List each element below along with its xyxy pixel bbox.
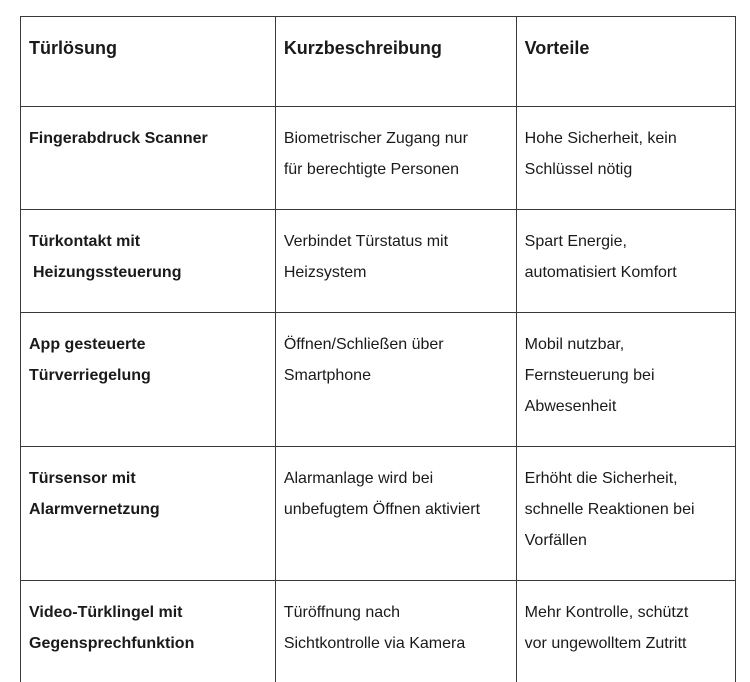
advantages-cell: [516, 447, 735, 581]
advantages-text: Hohe Sicherheit, kein: [524, 130, 677, 147]
solution-text: App gesteuerte: [29, 336, 146, 353]
header-description: Kurzbeschreibung: [275, 17, 516, 107]
advantages-text: Erhöht die Sicherheit,: [524, 470, 678, 487]
advantages-text: vor ungewolltem Zutritt: [524, 635, 687, 652]
solution-cell: [21, 210, 276, 313]
description-text: Öffnen/Schließen über: [283, 336, 444, 353]
header-solution: Türlösung: [21, 17, 276, 107]
advantages-text: Spart Energie,: [524, 233, 627, 250]
table-row: [21, 210, 736, 313]
advantages-text: Mobil nutzbar,: [524, 336, 625, 353]
description-text: Türöffnung nach: [283, 604, 401, 621]
solution-text: Türsensor mit: [29, 470, 136, 487]
description-cell: [275, 581, 516, 682]
description-text: Alarmanlage wird bei: [283, 470, 434, 487]
description-cell: [275, 107, 516, 210]
solution-text: Heizungssteuerung: [33, 264, 182, 281]
solution-cell: [21, 313, 276, 447]
solution-text: Türkontakt mit: [29, 233, 141, 250]
advantages-text: Mehr Kontrolle, schützt: [524, 604, 689, 621]
description-cell: [275, 313, 516, 447]
solution-text: Alarmvernetzung: [29, 501, 160, 518]
header-advantages: Vorteile: [516, 17, 735, 107]
advantages-cell: [516, 107, 735, 210]
advantages-text: Fernsteuerung bei: [524, 367, 655, 384]
solution-text: Türverriegelung: [29, 367, 151, 384]
advantages-cell: [516, 313, 735, 447]
table-row: [21, 107, 736, 210]
description-text: Sichtkontrolle via Kamera: [283, 635, 466, 652]
solution-text: Gegensprechfunktion: [29, 635, 195, 652]
advantages-text: schnelle Reaktionen bei: [524, 501, 695, 518]
advantages-cell: [516, 581, 735, 682]
solution-text: Video-Türklingel mit: [29, 604, 183, 621]
advantages-text: Schlüssel nötig: [524, 161, 633, 178]
description-text: Biometrischer Zugang nur: [283, 130, 468, 147]
description-text: Heizsystem: [283, 264, 367, 281]
advantages-text: Abwesenheit: [524, 398, 617, 415]
table-row: [21, 313, 736, 447]
solution-cell: [21, 581, 276, 682]
description-text: für berechtigte Personen: [283, 161, 460, 178]
advantages-cell: [516, 210, 735, 313]
advantages-text: Vorfällen: [524, 532, 587, 549]
table-row: [21, 447, 736, 581]
description-text: Verbindet Türstatus mit: [283, 233, 449, 250]
description-cell: [275, 210, 516, 313]
door-solutions-table: [20, 16, 736, 682]
solution-cell: [21, 107, 276, 210]
table-header-row: [21, 17, 736, 107]
solution-cell: [21, 447, 276, 581]
description-text: Smartphone: [283, 367, 371, 384]
description-text: unbefugtem Öffnen aktiviert: [283, 501, 481, 518]
advantages-text: automatisiert Komfort: [524, 264, 677, 281]
description-cell: [275, 447, 516, 581]
solution-text: Fingerabdruck Scanner: [29, 130, 208, 147]
table-row: [21, 581, 736, 682]
